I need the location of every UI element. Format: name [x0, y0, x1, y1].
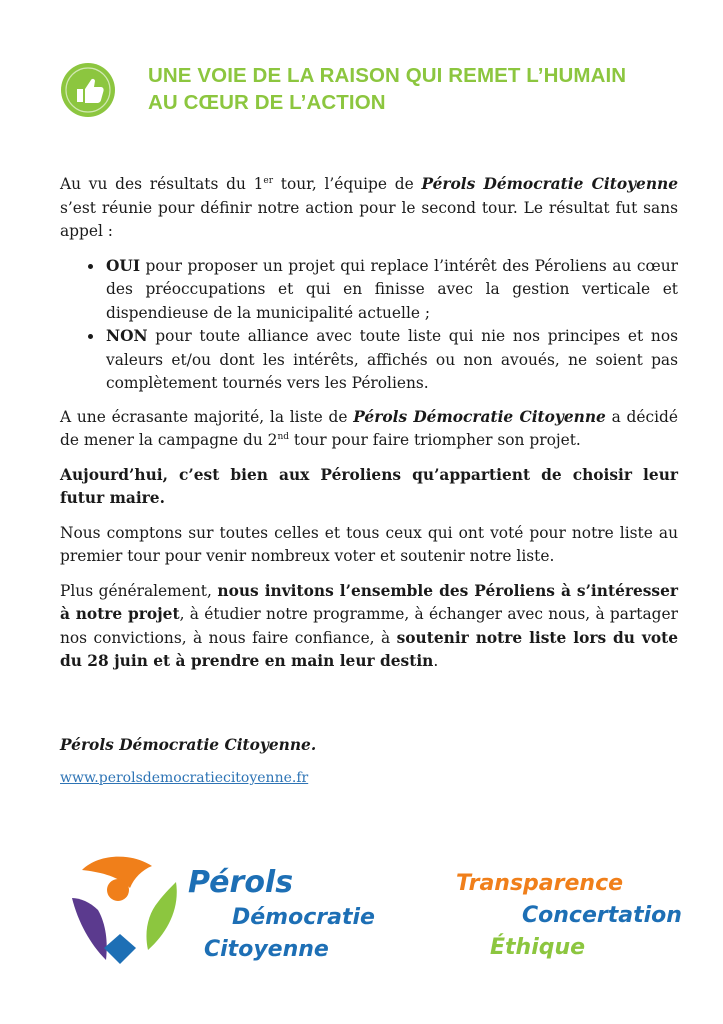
title-line-2: AU CŒUR DE L’ACTION [148, 91, 386, 114]
intro-text-3: s’est réunie pour définir notre action pour le second tour. Le résultat fut sans appel : [60, 198, 678, 240]
logo [68, 852, 378, 972]
bullet-1-strong: OUI [106, 256, 141, 275]
website-link[interactable]: www.perolsdemocratiecitoyenne.fr [60, 770, 309, 786]
signature: Pérols Démocratie Citoyenne. [60, 736, 317, 754]
logo-line-1: Pérols [188, 865, 294, 900]
general-bold-2: soutenir notre liste lors du vote du 28 juin et à prendre en main leur destin [60, 628, 678, 670]
body-text [60, 173, 678, 685]
value-concertation: Concertation [522, 903, 682, 928]
today-paragraph [60, 464, 678, 511]
value-transparence: Transparence [456, 871, 624, 896]
bullet-2-text: pour toute alliance avec toute liste qui nie nos principes et nos valeurs et/ou dont les intérêts, affichés ou non avoués, ne soient pas complètement tournés vers les Péroliens. [106, 327, 678, 392]
value-ethique: Éthique [490, 935, 586, 960]
general-paragraph [60, 580, 678, 674]
decision-sup: nd [277, 432, 290, 442]
decision-list [60, 255, 678, 396]
today-text: Aujourd’hui, c’est bien aux Péroliens qu’appartient de choisir leur futur maire. [60, 465, 678, 507]
logo-line-3: Citoyenne [204, 937, 329, 962]
intro-paragraph [60, 173, 678, 244]
count-on-paragraph: Nous comptons sur toutes celles et tous ceux qui ont voté pour notre liste au premier tour pour venir nombreux voter et soutenir notre liste. [60, 523, 678, 565]
logo-emblem [72, 857, 177, 964]
decision-text-2: a décidé de mener la campagne du 2 [60, 407, 678, 449]
values-tagline [448, 860, 698, 970]
bullet-1-text: pour proposer un projet qui replace l’intérêt des Péroliens au cœur des préoccupations et qui en finisse avec la gestion verticale et dispendieuse de la municipalité actuelle ; [106, 256, 678, 322]
general-text-1: Plus généralement, [60, 581, 218, 600]
intro-text-2: tour, l’équipe de [273, 175, 422, 193]
thumbs-up-icon [60, 62, 116, 118]
decision-paragraph [60, 406, 678, 453]
general-text-3: . [433, 652, 439, 670]
title-line-1: UNE VOIE DE LA RAISON QUI REMET L’HUMAIN [148, 64, 627, 87]
decision-brand: Pérols Démocratie Citoyenne [353, 407, 606, 426]
bullet-2-strong: NON [106, 327, 148, 345]
general-text-2: , à étudier notre programme, à échanger avec nous, à partager nos convictions, à nous faire confiance, à [60, 605, 678, 647]
page-title [148, 62, 708, 116]
list-item [104, 325, 678, 396]
list-item [104, 255, 678, 326]
intro-brand: Pérols Démocratie Citoyenne [421, 175, 678, 193]
decision-text-1: A une écrasante majorité, la liste de [60, 407, 354, 426]
intro-sup: er [263, 176, 274, 186]
logo-line-2: Démocratie [232, 905, 375, 930]
general-bold-1: nous invitons l’ensemble des Péroliens à s’intéresser à notre projet [60, 581, 678, 623]
decision-text-3: tour pour faire triompher son projet. [289, 431, 581, 449]
intro-text-1: Au vu des résultats du 1 [60, 175, 264, 193]
header [60, 62, 700, 122]
